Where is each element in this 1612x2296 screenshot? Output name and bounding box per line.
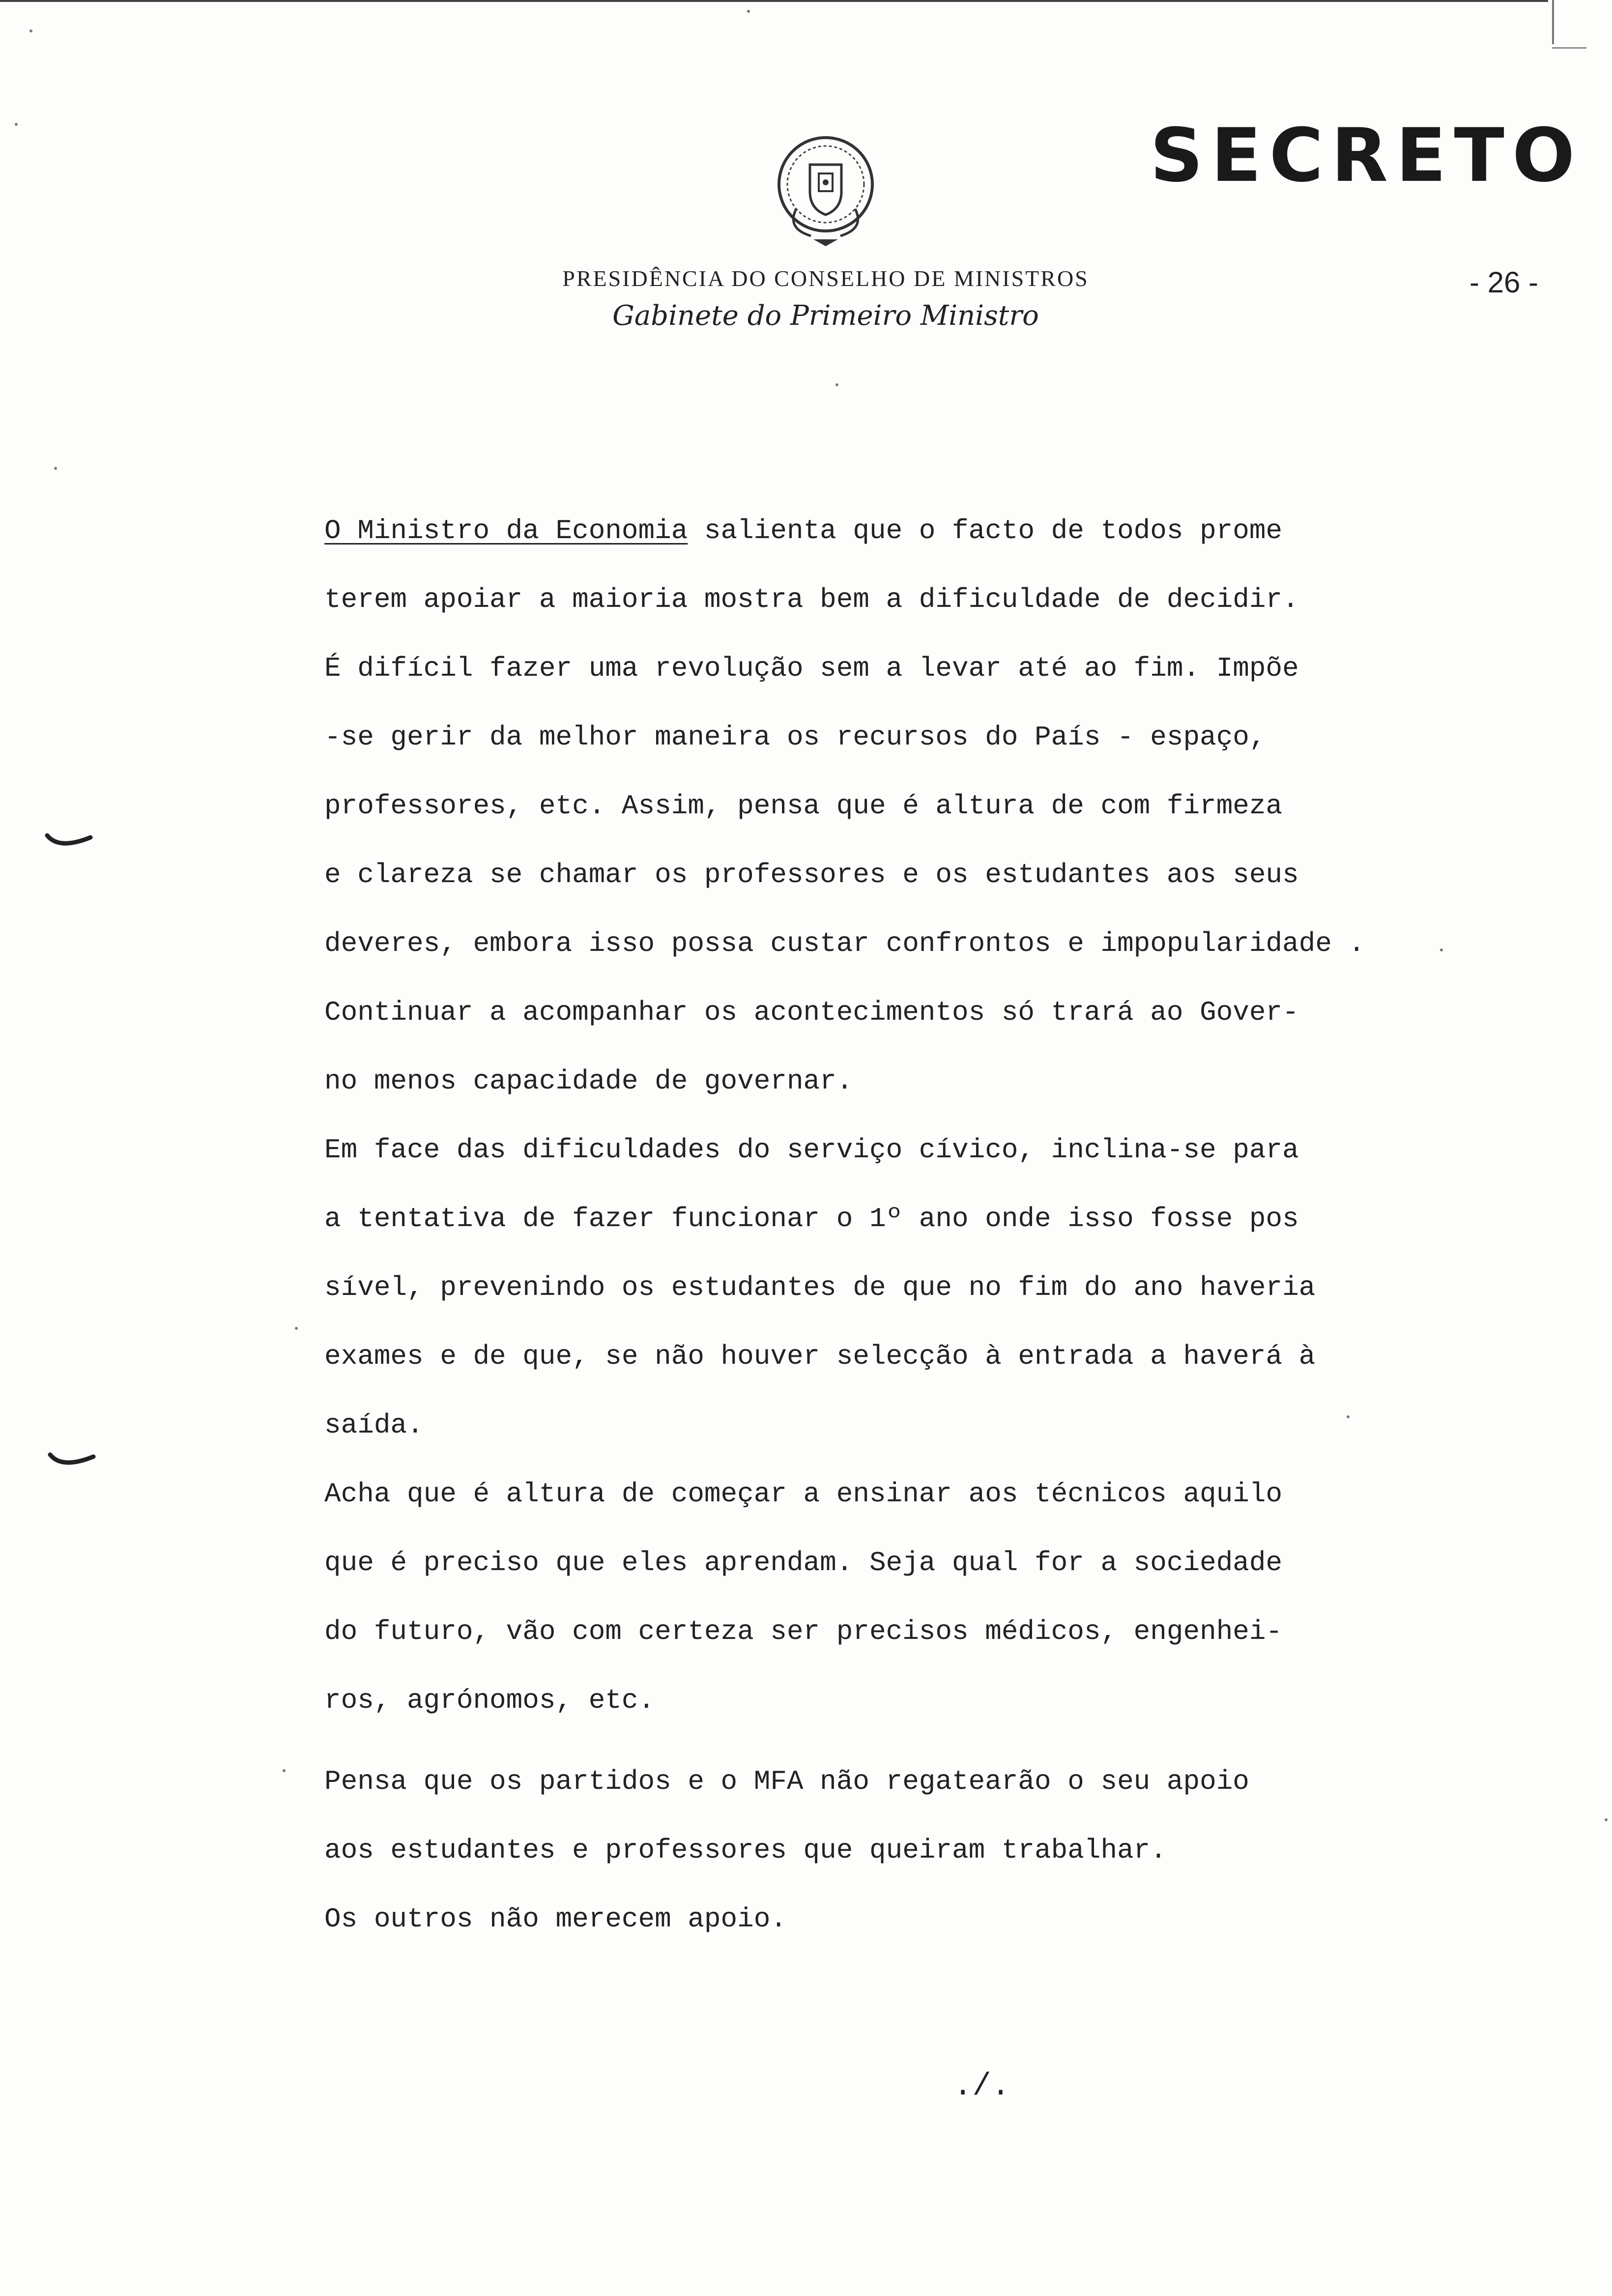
scan-speck	[1347, 1415, 1350, 1418]
text-line: Continuar a acompanhar os acontecimentos só trará ao Gover-	[324, 997, 1299, 1028]
text-line: saída.	[324, 1409, 424, 1441]
scan-speck	[54, 467, 57, 470]
text-line: Pensa que os partidos e o MFA não regatearão o seu apoio	[324, 1766, 1249, 1797]
text-line: a tentativa de fazer funcionar o 1º ano onde isso fosse pos	[324, 1203, 1299, 1234]
text-line: deveres, embora isso possa custar confrontos e impopularidade .	[324, 928, 1365, 959]
line-text: salienta que o facto de todos prome	[688, 515, 1283, 546]
text-line: exames e de que, se não houver selecção à entrada a haverá à	[324, 1341, 1316, 1372]
text-line: que é preciso que eles aprendam. Seja qual for a sociedade	[324, 1547, 1283, 1578]
text-line: -se gerir da melhor maneira os recursos do País - espaço,	[324, 721, 1266, 753]
scan-speck	[1440, 948, 1443, 951]
checkmark-mark-icon	[44, 831, 93, 855]
institution-heading: PRESIDÊNCIA DO CONSELHO DE MINISTROS	[562, 266, 1089, 291]
text-line: Acha que é altura de começar a ensinar aos técnicos aquilo	[324, 1478, 1283, 1510]
classification-stamp: SECRETO	[1150, 113, 1583, 199]
text-line: no menos capacidade de governar.	[324, 1065, 853, 1097]
page-number: - 26 -	[1469, 266, 1539, 299]
minutes-body	[324, 496, 1455, 1953]
scan-speck	[29, 29, 32, 32]
scan-speck	[15, 123, 18, 126]
scan-speck	[1605, 1818, 1608, 1821]
scan-speck	[295, 1327, 298, 1330]
text-line: professores, etc. Assim, pensa que é altura de com firmeza	[324, 790, 1283, 822]
continuation-mark: ./.	[953, 2069, 1010, 2104]
text-line: Em face das dificuldades do serviço cívico, inclina-se para	[324, 1134, 1299, 1166]
text-line: do futuro, vão com certeza ser precisos médicos, engenhei-	[324, 1616, 1283, 1647]
text-line: ros, agrónomos, etc.	[324, 1685, 655, 1716]
text-line: É difícil fazer uma revolução sem a levar até ao fim. Impõe	[324, 653, 1299, 684]
scan-speck	[747, 10, 750, 13]
corner-bracket-mark-foot	[1552, 47, 1586, 49]
top-border-line	[0, 0, 1548, 2]
scan-speck	[835, 383, 838, 386]
text-line: aos estudantes e professores que queiram trabalhar.	[324, 1835, 1167, 1866]
scan-speck	[283, 1769, 286, 1772]
text-line: Os outros não merecem apoio.	[324, 1903, 787, 1935]
corner-bracket-mark	[1552, 0, 1554, 44]
speaker-name: O Ministro da Economia	[324, 515, 688, 546]
text-line	[324, 496, 1455, 565]
text-line: e clareza se chamar os professores e os estudantes aos seus	[324, 859, 1299, 890]
office-subtitle: Gabinete do Primeiro Ministro	[612, 300, 1039, 332]
coat-of-arms-seal-icon	[772, 130, 880, 248]
checkmark-mark-icon	[47, 1450, 96, 1474]
text-line: sível, prevenindo os estudantes de que no fim do ano haveria	[324, 1272, 1316, 1303]
text-line: terem apoiar a maioria mostra bem a dificuldade de decidir.	[324, 584, 1299, 615]
